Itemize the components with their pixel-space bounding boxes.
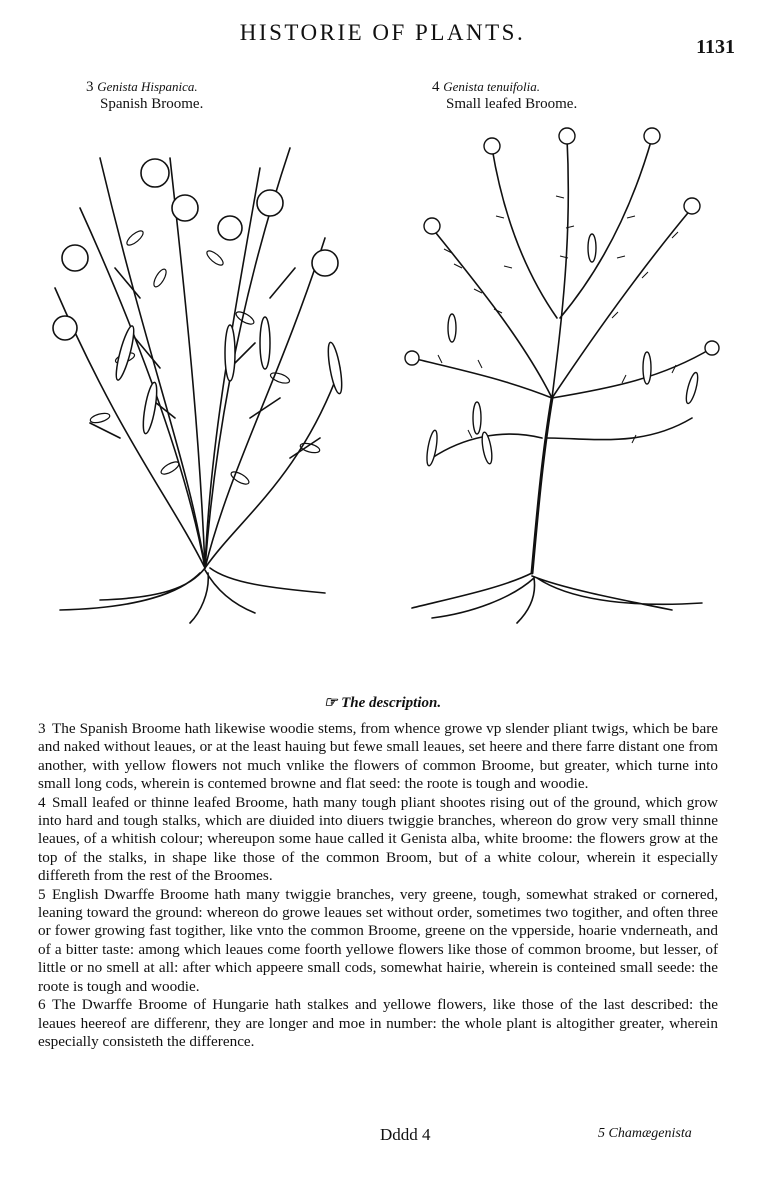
pointing-hand-icon: ☞ (323, 695, 338, 711)
paragraph: 4 Small leafed or thinne leafed Broome, hath many tough pliant shootes rising out of the ground, which grow into hard and tough stalks, which are diuided into diuers twiggie branches, whereon do grow very small thinne leaues, of a whitish colour; whereupon some haue called it Genista alba, white broome: the flowers grow at the top of the stalks, in shape like those of the common Broom, but of a white colour, wherein it especially differeth from the rest of the Broomes. (38, 793, 718, 885)
description-text (38, 720, 718, 1051)
figure-caption-spanish-broome (86, 78, 203, 113)
figure-latin-name: Genista tenuifolia. (443, 79, 541, 94)
figure-caption-small-leafed-broome (432, 78, 577, 113)
page-number: 1131 (696, 36, 735, 58)
paragraph: 3 The Spanish Broome hath likewise woodie stems, from whence growe vp slender pliant twigs, which be bare and naked without leaues, or at the least hauing but fewe small leaues, set heere and there farre distant one from another, with yellow flowers not much vnlike the flowers of common Broome, but greater, which turne into small long cods, wherein is contemed browne and flat seed: the roote is tough and woodie. (38, 720, 718, 793)
figure-common-name: Spanish Broome. (100, 96, 204, 112)
catchword: 5 Chamægenista (598, 1126, 692, 1141)
signature-mark: Dddd 4 (380, 1125, 431, 1144)
section-heading: ☞ The description. (323, 695, 442, 711)
paragraph: 6 The Dwarffe Broome of Hungarie hath stalkes and yellowe flowers, like those of the last described: the leaues heereof are differenr, they are longer and moe in number: the whole plant is altogither greater, wherein especially consisteth the difference. (38, 996, 718, 1050)
figure-latin-name: Genista Hispanica. (97, 79, 198, 94)
small-leafed-broome-woodcut (392, 118, 722, 628)
figure-common-name: Small leafed Broome. (446, 96, 578, 112)
figure-number: 4 (432, 79, 440, 95)
paragraph: 5 English Dwarffe Broome hath many twiggie branches, very greene, tough, somewhat straked or cornered, leaning toward the ground: whereon do growe leaues set without order, sometimes two togither, and often three or fower growing fast togither, like vnto the common Broome, greene on the vpperside, hoarie vnderneath, and of a bitter taste: among which leaues come foorth yellowe flowers like those of common broome, but lesser, of little or no smell at all: after which appeere small cods, somewhat hairie, wherein is conteined small seede: the roote is tough and woodie. (38, 885, 718, 995)
spanish-broome-woodcut (40, 118, 360, 628)
running-head: HISTORIE OF PLANTS. (239, 20, 526, 45)
figure-number: 3 (86, 79, 94, 95)
